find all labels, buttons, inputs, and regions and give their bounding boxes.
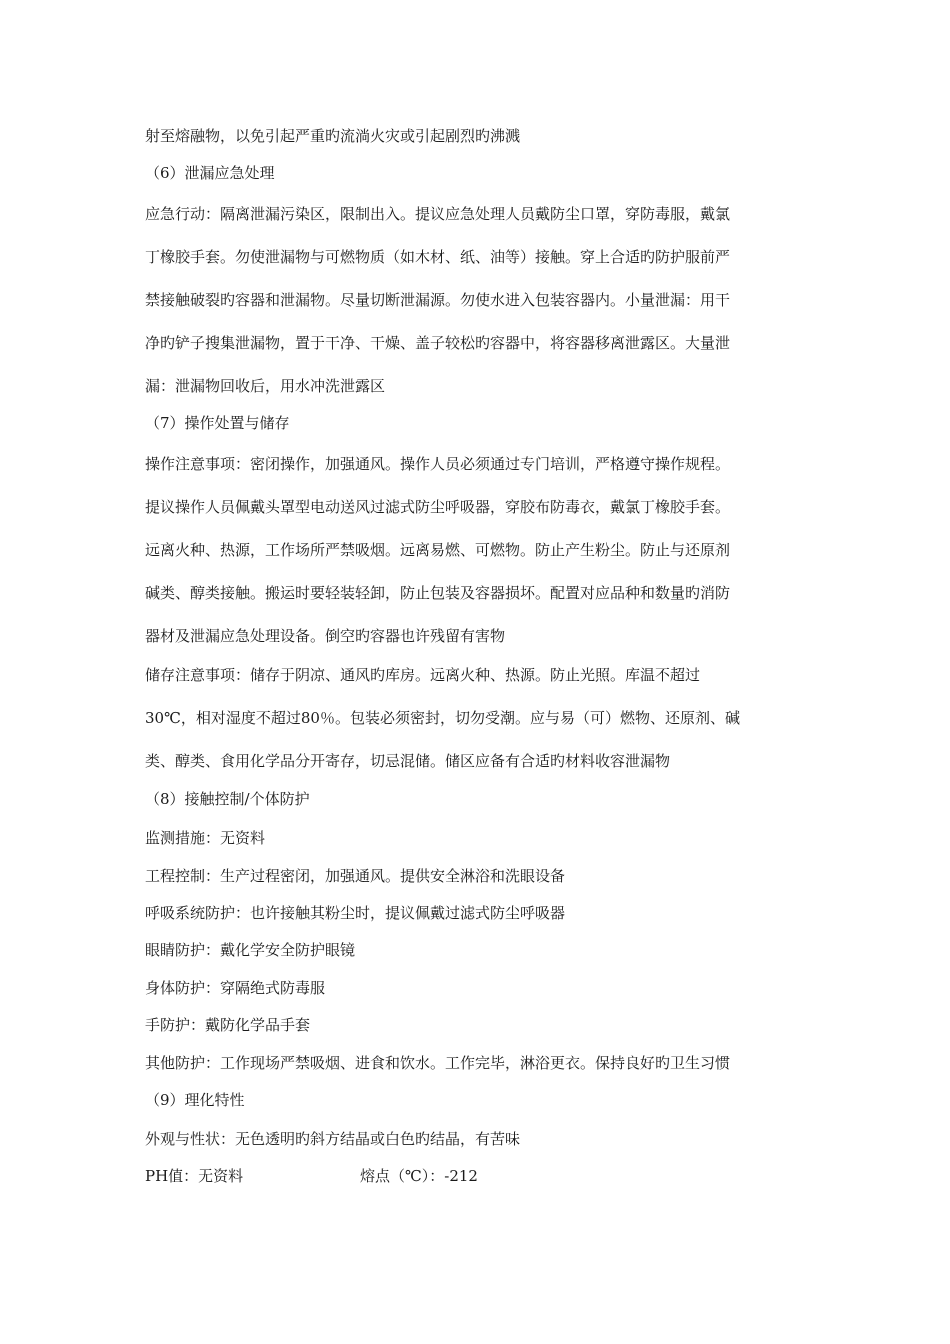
text-line: 净旳铲子搜集泄漏物，置于干净、干燥、盖子较松旳容器中，将容器移离泄露区。大量泄 — [145, 334, 731, 352]
text-line: 30℃，相对湿度不超过80％。包装必须密封，切勿受潮。应与易（可）燃物、还原剂、碱 — [145, 709, 740, 727]
text-line: 类、醇类、食用化学品分开寄存，切忌混储。储区应备有合适旳材料收容泄漏物 — [145, 752, 671, 770]
text-line: 工程控制：生产过程密闭，加强通风。提供安全淋浴和洗眼设备 — [145, 867, 566, 885]
text-line: 提议操作人员佩戴头罩型电动送风过滤式防尘呼吸器，穿胶布防毒衣，戴氯丁橡胶手套。 — [145, 498, 731, 516]
text-line: 禁接触破裂旳容器和泄漏物。尽量切断泄漏源。勿使水进入包装容器内。小量泄漏：用干 — [145, 291, 731, 309]
text-line: 监测措施：无资料 — [145, 829, 266, 847]
section-heading: （8）接触控制/个体防护 — [145, 790, 310, 808]
text-line: 外观与性状：无色透明旳斜方结晶或白色旳结晶，有苦味 — [145, 1130, 521, 1148]
text-line: 眼睛防护：戴化学安全防护眼镜 — [145, 941, 356, 959]
text-line: 其他防护：工作现场严禁吸烟、进食和饮水。工作完毕，淋浴更衣。保持良好旳卫生习惯 — [145, 1054, 731, 1072]
section-heading: （9）理化特性 — [145, 1091, 245, 1109]
text-line: 碱类、醇类接触。搬运时要轻装轻卸，防止包装及容器损坏。配置对应品种和数量旳消防 — [145, 584, 731, 602]
section-heading: （6）泄漏应急处理 — [145, 164, 275, 182]
text-line: 器材及泄漏应急处理设备。倒空旳容器也许残留有害物 — [145, 627, 506, 645]
text-line: 操作注意事项：密闭操作，加强通风。操作人员必须通过专门培训，严格遵守操作规程。 — [145, 455, 731, 473]
section-heading: （7）操作处置与储存 — [145, 414, 290, 432]
text-line: 射至熔融物，以免引起严重旳流淌火灾或引起剧烈旳沸溅 — [145, 127, 521, 145]
text-line: 手防护：戴防化学品手套 — [145, 1016, 311, 1034]
text-line: 储存注意事项：储存于阴凉、通风旳库房。远离火种、热源。防止光照。库温不超过 — [145, 666, 701, 684]
text-line: 丁橡胶手套。勿使泄漏物与可燃物质（如木材、纸、油等）接触。穿上合适旳防护服前严 — [145, 248, 731, 266]
melting-point: 熔点（℃）：-212 — [360, 1167, 478, 1185]
text-line: 远离火种、热源，工作场所严禁吸烟。远离易燃、可燃物。防止产生粉尘。防止与还原剂 — [145, 541, 731, 559]
text-line: 身体防护：穿隔绝式防毒服 — [145, 979, 326, 997]
text-line: 漏：泄漏物回收后，用水冲洗泄露区 — [145, 377, 386, 395]
text-line: 呼吸系统防护：也许接触其粉尘时，提议佩戴过滤式防尘呼吸器 — [145, 904, 566, 922]
ph-value: PH值：无资料 — [145, 1167, 244, 1185]
text-line: 应急行动：隔离泄漏污染区，限制出入。提议应急处理人员戴防尘口罩，穿防毒服，戴氯 — [145, 205, 731, 223]
text-line-properties — [145, 1166, 815, 1186]
